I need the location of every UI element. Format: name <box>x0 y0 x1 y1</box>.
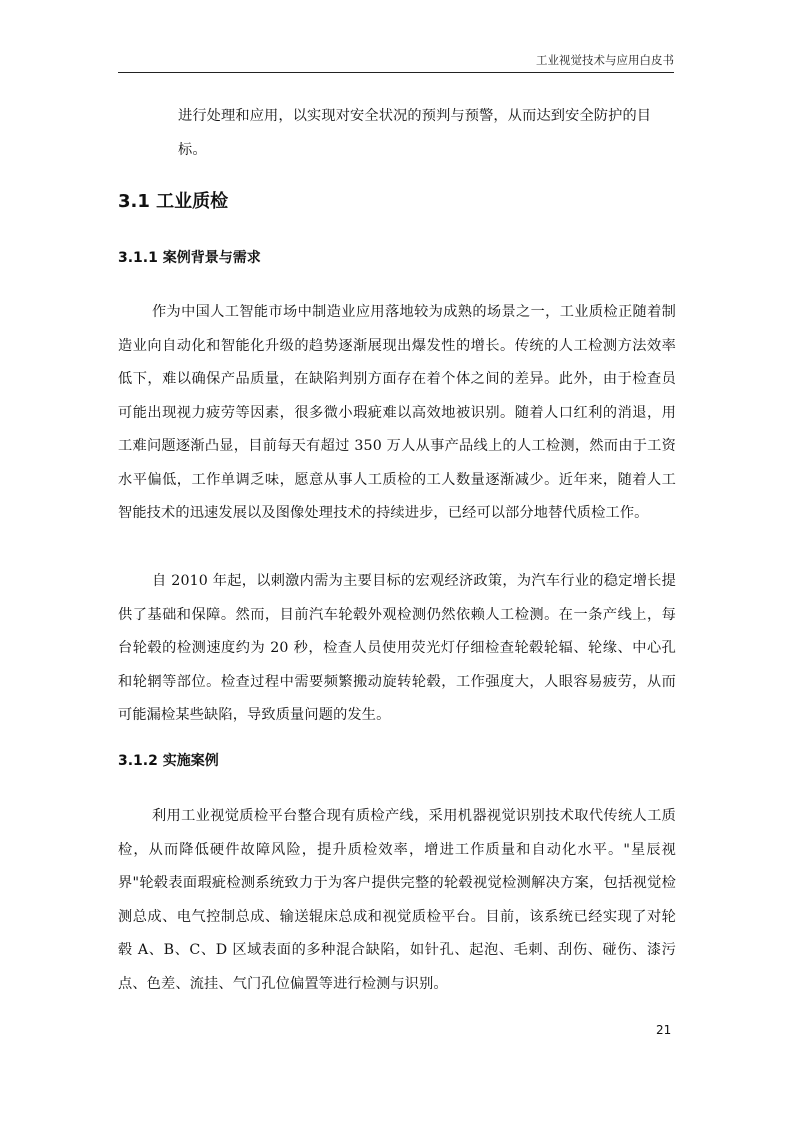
running-header: 工业视觉技术与应用白皮书 <box>536 53 674 67</box>
body-paragraph: 利用工业视觉质检平台整合现有质检产线，采用机器视觉识别技术取代传统人工质检，从而降低硬件故障风险，提升质检效率，增进工作质量和自动化水平。"星辰视界"轮毂表面瑕疵检测系统致力于为客户提供完整的轮毂视觉检测解决方案，包括视觉检测总成、电气控制总成、输送辊床总成和视觉质检平台。目前，该系统已经实现了对轮毂 A、B、C、D 区域表面的多种混合缺陷，如针孔、起泡、毛刺、刮伤、碰伤、漆污点、色差、流挂、气门孔位偏置等进行检测与识别。 <box>118 808 676 992</box>
body-paragraph: 自 2010 年起，以刺激内需为主要目标的宏观经济政策，为汽车行业的稳定增长提供了基础和保障。然而，目前汽车轮毂外观检测仍然依赖人工检测。在一条产线上，每台轮毂的检测速度约为 20 秒，检查人员使用荧光灯仔细检查轮毂轮辐、轮缘、中心孔和轮辋等部位。检查过程中需要频繁搬动旋转轮毂，工作强度大，人眼容易疲劳，从而可能漏检某些缺陷，导致质量问题的发生。 <box>118 573 676 723</box>
page-number: 21 <box>656 1023 672 1037</box>
header-divider <box>118 72 674 73</box>
body-paragraph: 作为中国人工智能市场中制造业应用落地较为成熟的场景之一，工业质检正随着制造业向自动化和智能化升级的趋势逐渐展现出爆发性的增长。传统的人工检测方法效率低下，难以确保产品质量，在缺陷判别方面存在着个体之间的差异。此外，由于检查员可能出现视力疲劳等因素，很多微小瑕疵难以高效地被识别。随着人口红利的消退，用工难问题逐渐凸显，目前每天有超过 350 万人从事产品线上的人工检测，然而由于工资水平偏低，工作单调乏味，愿意从事人工质检的工人数量逐渐减少。近年来，随着人工智能技术的迅速发展以及图像处理技术的持续进步，已经可以部分地替代质检工作。 <box>118 304 676 521</box>
subsection-heading-background: 3.1.1 案例背景与需求 <box>118 250 261 266</box>
subsection-heading-implementation: 3.1.2 实施案例 <box>118 753 219 769</box>
section-heading: 3.1 工业质检 <box>118 191 229 212</box>
continued-paragraph: 进行处理和应用，以实现对安全状况的预判与预警，从而达到安全防护的目标。 <box>178 108 652 158</box>
